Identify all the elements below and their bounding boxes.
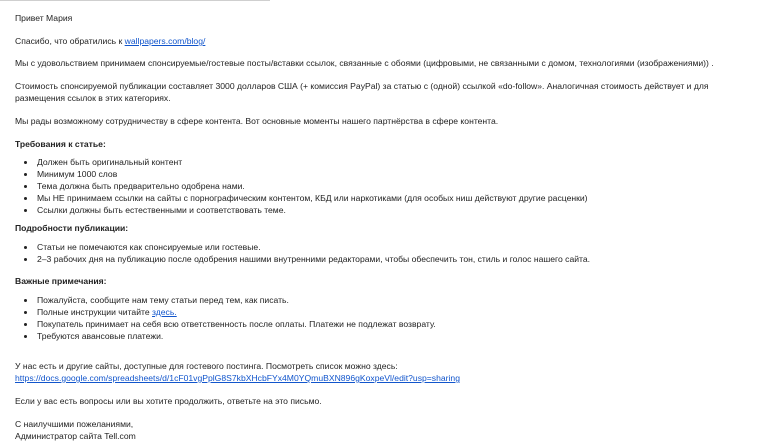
other-sites-text: У нас есть и другие сайты, доступные для гостевого постинга. Посмотреть список можно здесь:: [15, 361, 398, 371]
signature: Администратор сайта Tell.com: [15, 431, 136, 441]
notes-list: [15, 294, 436, 342]
list-item: Ссылки должны быть естественными и соответствовать теме.: [37, 204, 588, 216]
list-item: Статьи не помечаются как спонсируемые или гостевые.: [37, 241, 590, 253]
thanks-text: Спасибо, что обратились к: [15, 36, 125, 46]
instructions-link[interactable]: здесь.: [152, 307, 177, 317]
top-divider: [0, 0, 270, 1]
accept-paragraph: Мы с удовольствием принимаем спонсируемые/гостевые посты/вставки ссылок, связанные с обоями (цифровыми, не связанными с домом, технологиями (изображениями)) .: [15, 58, 714, 68]
list-item: Покупатель принимает на себя всю ответственность после оплаты. Платежи не подлежат возврату.: [37, 319, 436, 329]
sheet-link-line: [15, 372, 460, 384]
list-item: [37, 306, 436, 318]
list-item: Пожалуйста, сообщите нам тему статьи перед тем, как писать.: [37, 294, 436, 306]
blog-link[interactable]: wallpapers.com/blog/: [124, 36, 206, 46]
questions-text: Если у вас есть вопросы или вы хотите продолжить, ответьте на это письмо.: [15, 396, 322, 406]
spreadsheet-link[interactable]: https://docs.google.com/spreadsheets/d/1cF01vgPplG8S7kbXHcbFYx4M0YQmuBXN896gKoxpeVl/edit?usp=sharing: [15, 373, 460, 383]
instructions-text: Полные инструкции читайте: [37, 307, 153, 317]
list-item: Требуются авансовые платежи.: [37, 330, 436, 342]
requirements-list: [15, 156, 588, 216]
list-item: Должен быть оригинальный контент: [37, 156, 588, 168]
list-item: 2–3 рабочих дня на публикацию после одобрения нашими внутренними редакторами, чтобы обеспечить тон, стиль и голос нашего сайта.: [37, 254, 591, 264]
notes-heading: Важные примечания:: [15, 276, 107, 286]
list-item: Минимум 1000 слов: [37, 168, 588, 180]
details-heading: Подробности публикации:: [15, 223, 129, 233]
cooperation-paragraph: Мы рады возможному сотрудничеству в сфере контента. Вот основные моменты нашего партнёрства в сфере контента.: [15, 116, 499, 126]
list-item: Мы НЕ принимаем ссылки на сайты с порнографическим контентом, КБД или наркотиками (для особых ниш действуют другие расценки): [37, 193, 588, 203]
thanks-line: [15, 35, 205, 47]
greeting: Привет Мария: [15, 13, 73, 23]
requirements-heading: Требования к статье:: [15, 139, 106, 149]
closing-text: С наилучшими пожеланиями,: [15, 419, 134, 429]
details-list: [15, 241, 590, 265]
list-item: Тема должна быть предварительно одобрена нами.: [37, 180, 588, 192]
cost-paragraph: Стоимость спонсируемой публикации составляет 3000 долларов США (+ комиссия PayPal) за статью с (одной) ссылкой «do-follow». Аналогичная стоимость действует и для размещения ссылок в этих категориях.: [15, 81, 709, 103]
